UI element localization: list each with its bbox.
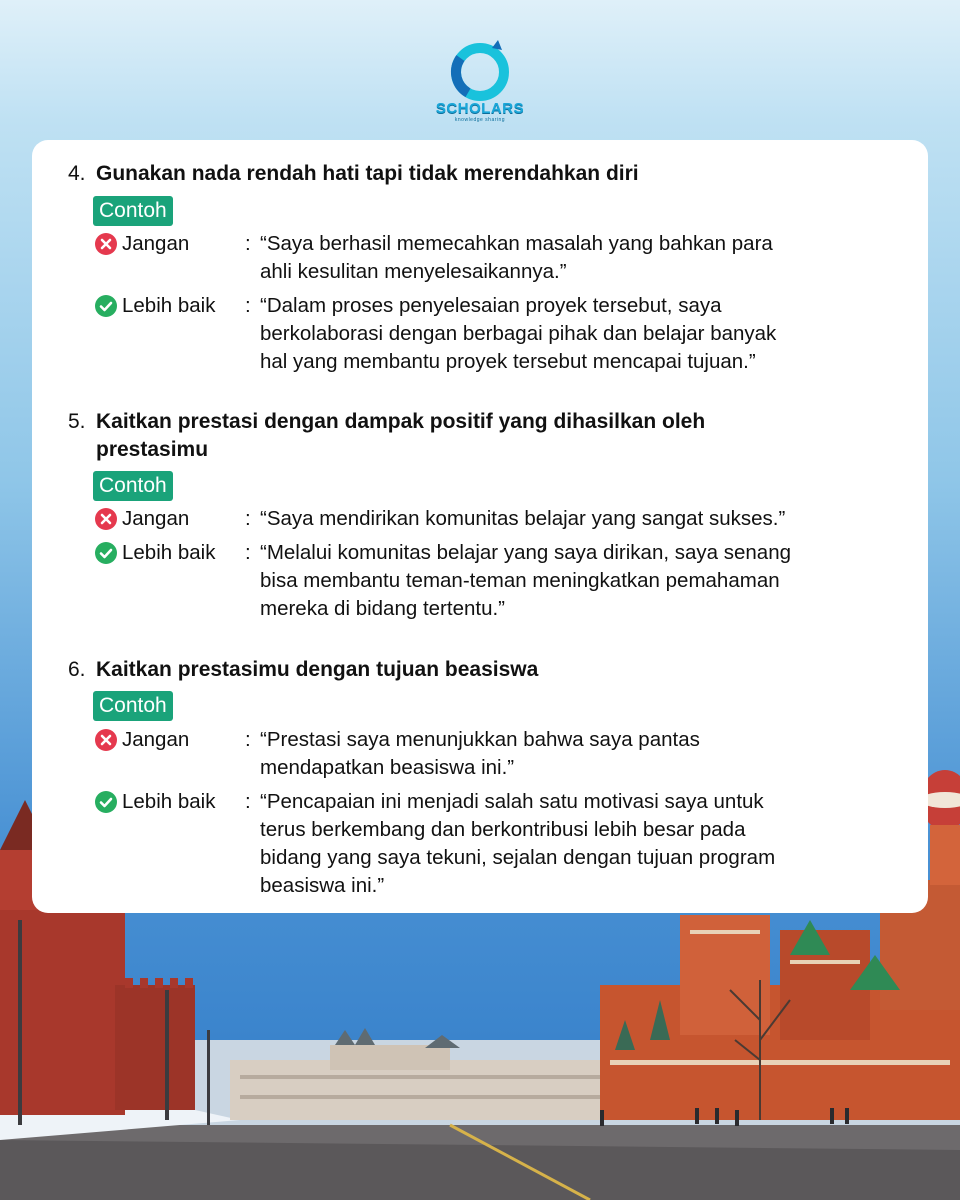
logo-icon bbox=[448, 38, 512, 102]
colon: : bbox=[245, 728, 251, 751]
quote-line: mereka di bidang tertentu.” bbox=[260, 597, 505, 620]
example-badge: Contoh bbox=[93, 691, 173, 721]
check-icon bbox=[95, 791, 117, 813]
colon: : bbox=[245, 294, 251, 317]
dont-label: Jangan bbox=[122, 232, 190, 255]
better-label: Lebih baik bbox=[122, 790, 216, 813]
section-heading bbox=[68, 656, 868, 684]
quote-line: “Saya mendirikan komunitas belajar yang sangat sukses.” bbox=[260, 507, 786, 530]
section-number: 4. bbox=[68, 162, 86, 185]
section-title-line: Kaitkan prestasi dengan dampak positif yang dihasilkan oleh bbox=[96, 410, 706, 433]
colon: : bbox=[245, 507, 251, 530]
quote-line: terus berkembang dan berkontribusi lebih besar pada bbox=[260, 818, 746, 841]
section-title: Gunakan nada rendah hati tapi tidak merendahkan diri bbox=[96, 162, 639, 185]
cross-icon bbox=[95, 508, 117, 530]
dont-label: Jangan bbox=[122, 507, 190, 530]
section-number: 5. bbox=[68, 410, 86, 433]
dont-quote bbox=[260, 726, 910, 782]
better-quote bbox=[260, 292, 910, 376]
quote-line: “Saya berhasil memecahkan masalah yang bahkan para bbox=[260, 232, 773, 255]
quote-line: bidang yang saya tekuni, sejalan dengan tujuan program bbox=[260, 846, 776, 869]
quote-line: mendapatkan beasiswa ini.” bbox=[260, 756, 515, 779]
quote-line: beasiswa ini.” bbox=[260, 874, 385, 897]
colon: : bbox=[245, 790, 251, 813]
check-icon bbox=[95, 295, 117, 317]
quote-line: bisa membantu teman-teman meningkatkan pemahaman bbox=[260, 569, 780, 592]
example-badge: Contoh bbox=[93, 196, 173, 226]
tips-card bbox=[32, 140, 928, 913]
quote-line: hal yang membantu proyek tersebut mencapai tujuan.” bbox=[260, 350, 756, 373]
better-quote bbox=[260, 539, 910, 623]
quote-line: “Melalui komunitas belajar yang saya dirikan, saya senang bbox=[260, 541, 792, 564]
quote-line: ahli kesulitan menyelesaikannya.” bbox=[260, 260, 567, 283]
brand-tagline: knowledge sharing bbox=[454, 117, 506, 123]
dont-label: Jangan bbox=[122, 728, 190, 751]
dont-quote bbox=[260, 230, 910, 286]
quote-line: “Dalam proses penyelesaian proyek tersebut, saya bbox=[260, 294, 722, 317]
quote-line: “Pencapaian ini menjadi salah satu motivasi saya untuk bbox=[260, 790, 764, 813]
better-label: Lebih baik bbox=[122, 541, 216, 564]
cross-icon bbox=[95, 233, 117, 255]
quote-line: berkolaborasi dengan berbagai pihak dan belajar banyak bbox=[260, 322, 777, 345]
section-number: 6. bbox=[68, 658, 86, 681]
brand-name: SCHOLARS bbox=[435, 100, 525, 117]
cross-icon bbox=[95, 729, 117, 751]
quote-line: “Prestasi saya menunjukkan bahwa saya pantas bbox=[260, 728, 700, 751]
section-title-line: prestasimu bbox=[96, 438, 209, 461]
section-heading bbox=[68, 408, 868, 464]
better-label: Lebih baik bbox=[122, 294, 216, 317]
dont-quote bbox=[260, 505, 910, 533]
section-title: Kaitkan prestasimu dengan tujuan beasiswa bbox=[96, 658, 539, 681]
section-heading bbox=[68, 160, 868, 188]
better-quote bbox=[260, 788, 910, 900]
colon: : bbox=[245, 541, 251, 564]
brand-logo bbox=[430, 38, 530, 123]
check-icon bbox=[95, 542, 117, 564]
colon: : bbox=[245, 232, 251, 255]
example-badge: Contoh bbox=[93, 471, 173, 501]
